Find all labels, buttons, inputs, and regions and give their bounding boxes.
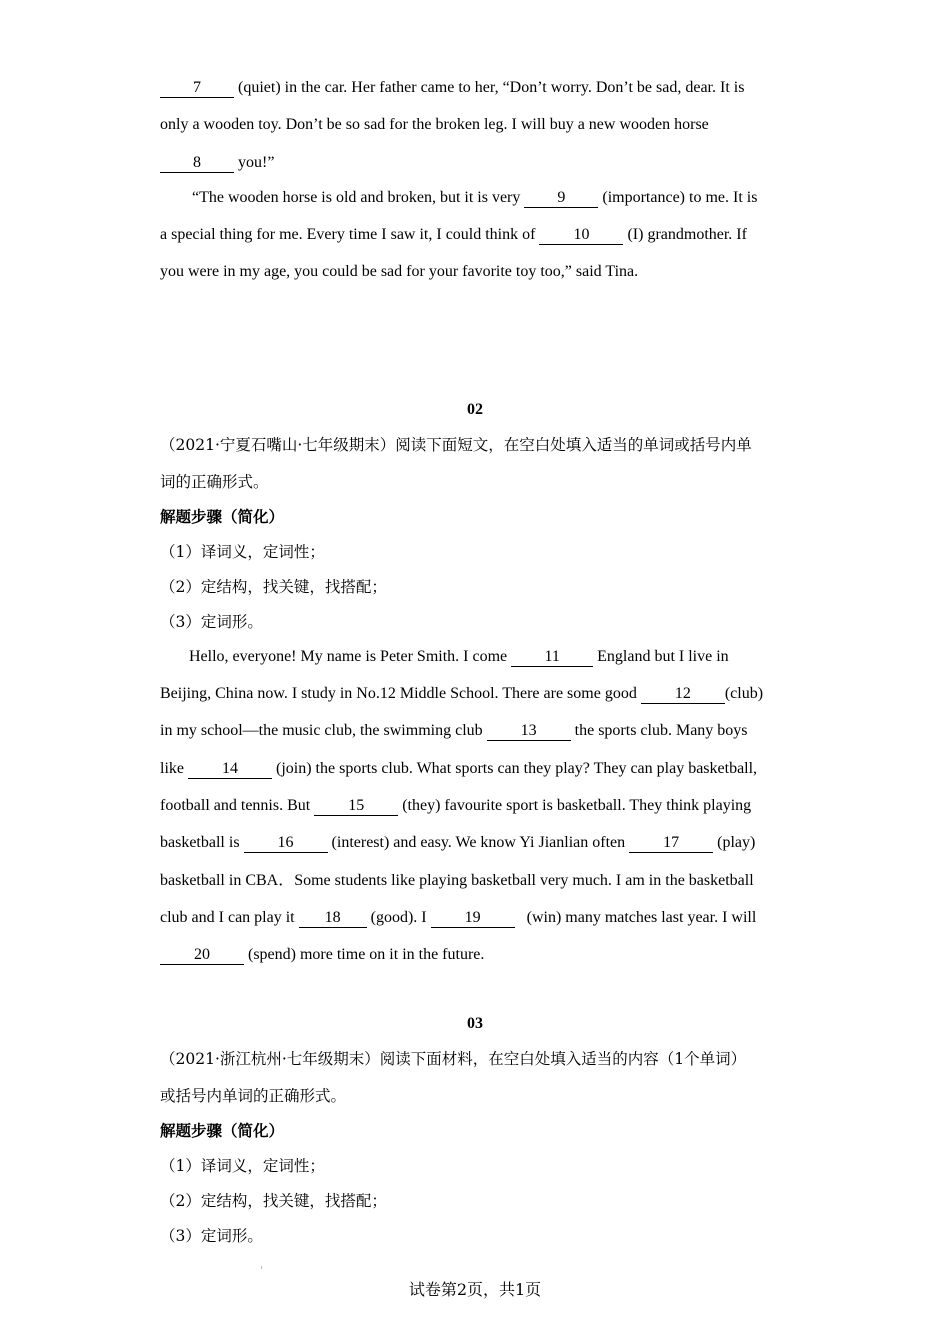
line-text: in my school—the music club, the swimming club <box>160 722 487 739</box>
section2-line-3 <box>160 721 748 741</box>
line-text: (club) <box>724 685 764 702</box>
section2-line-6 <box>160 833 755 853</box>
line-text: football and tennis. But <box>160 797 315 814</box>
passage1-line-6: you were in my age, you could be sad for your favorite toy too,” said Tina. <box>160 263 639 280</box>
passage1-line-3 <box>160 153 274 173</box>
section2-intro-line1: （2021·宁夏石嘴山·七年级期末）阅读下面短文，在空白处填入适当的单词或括号内单 <box>160 436 752 454</box>
blank-14[interactable]: 14 <box>188 760 272 779</box>
blank-16[interactable]: 16 <box>244 834 328 853</box>
section2-step-3: （3）定词形。 <box>160 613 263 631</box>
section3-step-3: （3）定词形。 <box>160 1227 263 1245</box>
section2-step-1: （1）译词义，定词性； <box>160 543 325 561</box>
page-footer: 试卷第2页，共1页 <box>408 1280 542 1299</box>
line-text: the sports club. Many boys <box>570 722 748 739</box>
blank-12[interactable]: 12 <box>641 685 725 704</box>
passage1-line-4 <box>192 188 757 208</box>
section2-line-8 <box>160 908 756 928</box>
line-text: (spend) more time on it in the future. <box>244 946 485 963</box>
line-text: like <box>160 760 188 777</box>
blank-17[interactable]: 17 <box>629 834 713 853</box>
blank-13[interactable]: 13 <box>487 722 571 741</box>
line-text: (importance) to me. It is <box>598 189 758 206</box>
section2-line-2 <box>160 684 763 704</box>
section-number-02: 02 <box>467 401 483 418</box>
section3-steps-title: 解题步骤（简化） <box>160 1121 285 1140</box>
section2-intro-line2: 词的正确形式。 <box>160 473 269 491</box>
section3-step-1: （1）译词义，定词性； <box>160 1157 325 1175</box>
blank-11[interactable]: 11 <box>511 648 593 667</box>
line-text: (quiet) in the car. Her father came to her, “Don’t worry. Don’t be sad, dear. It is <box>234 79 745 96</box>
line-text: “The wooden horse is old and broken, but it is very <box>192 189 525 206</box>
section2-step-2: （2）定结构，找关键，找搭配； <box>160 578 387 596</box>
line-text: England but I live in <box>593 648 729 665</box>
blank-9[interactable]: 9 <box>524 189 598 208</box>
blank-10[interactable]: 10 <box>539 226 623 245</box>
line-text: Hello, everyone! My name is Peter Smith. I come <box>189 648 512 665</box>
blank-8[interactable]: 8 <box>160 154 234 173</box>
line-text: (they) favourite sport is basketball. They think playing <box>398 797 752 814</box>
blank-15[interactable]: 15 <box>314 797 398 816</box>
section3-intro-line1: （2021·浙江杭州·七年级期末）阅读下面材料，在空白处填入适当的内容（1个单词） <box>160 1050 747 1068</box>
line-text: basketball is <box>160 834 244 851</box>
scan-artifact-dot <box>261 1266 262 1269</box>
line-text: Beijing, China now. I study in No.12 Middle School. There are some good <box>160 685 641 702</box>
line-text: club and I can play it <box>160 909 299 926</box>
passage1-line-2: only a wooden toy. Don’t be so sad for the broken leg. I will buy a new wooden horse <box>160 116 709 133</box>
section2-line-4 <box>160 759 757 779</box>
section2-line-9 <box>160 945 484 965</box>
passage1-line-1 <box>160 78 744 98</box>
blank-18[interactable]: 18 <box>299 909 367 928</box>
section-number-03: 03 <box>467 1015 483 1032</box>
passage1-line-5 <box>160 225 747 245</box>
blank-7[interactable]: 7 <box>160 79 234 98</box>
line-text: (good). I <box>366 909 431 926</box>
section2-line-1 <box>189 647 729 667</box>
line-text: (join) the sports club. What sports can they play? They can play basketball, <box>272 760 758 777</box>
line-text: (interest) and easy. We know Yi Jianlian often <box>327 834 630 851</box>
blank-20[interactable]: 20 <box>160 946 244 965</box>
blank-19[interactable]: 19 <box>431 909 515 928</box>
section2-line-7: basketball in CBA．Some students like playing basketball very much. I am in the basketball <box>160 872 754 889</box>
line-text: you!” <box>234 154 275 171</box>
section3-intro-line2: 或括号内单词的正确形式。 <box>160 1087 347 1105</box>
section3-step-2: （2）定结构，找关键，找搭配； <box>160 1192 387 1210</box>
line-text: (win) many matches last year. I will <box>514 909 757 926</box>
section2-steps-title: 解题步骤（简化） <box>160 507 285 526</box>
line-text: (play) <box>713 834 756 851</box>
line-text: (I) grandmother. If <box>623 226 747 243</box>
line-text: a special thing for me. Every time I saw it, I could think of <box>160 226 540 243</box>
section2-line-5 <box>160 796 751 816</box>
